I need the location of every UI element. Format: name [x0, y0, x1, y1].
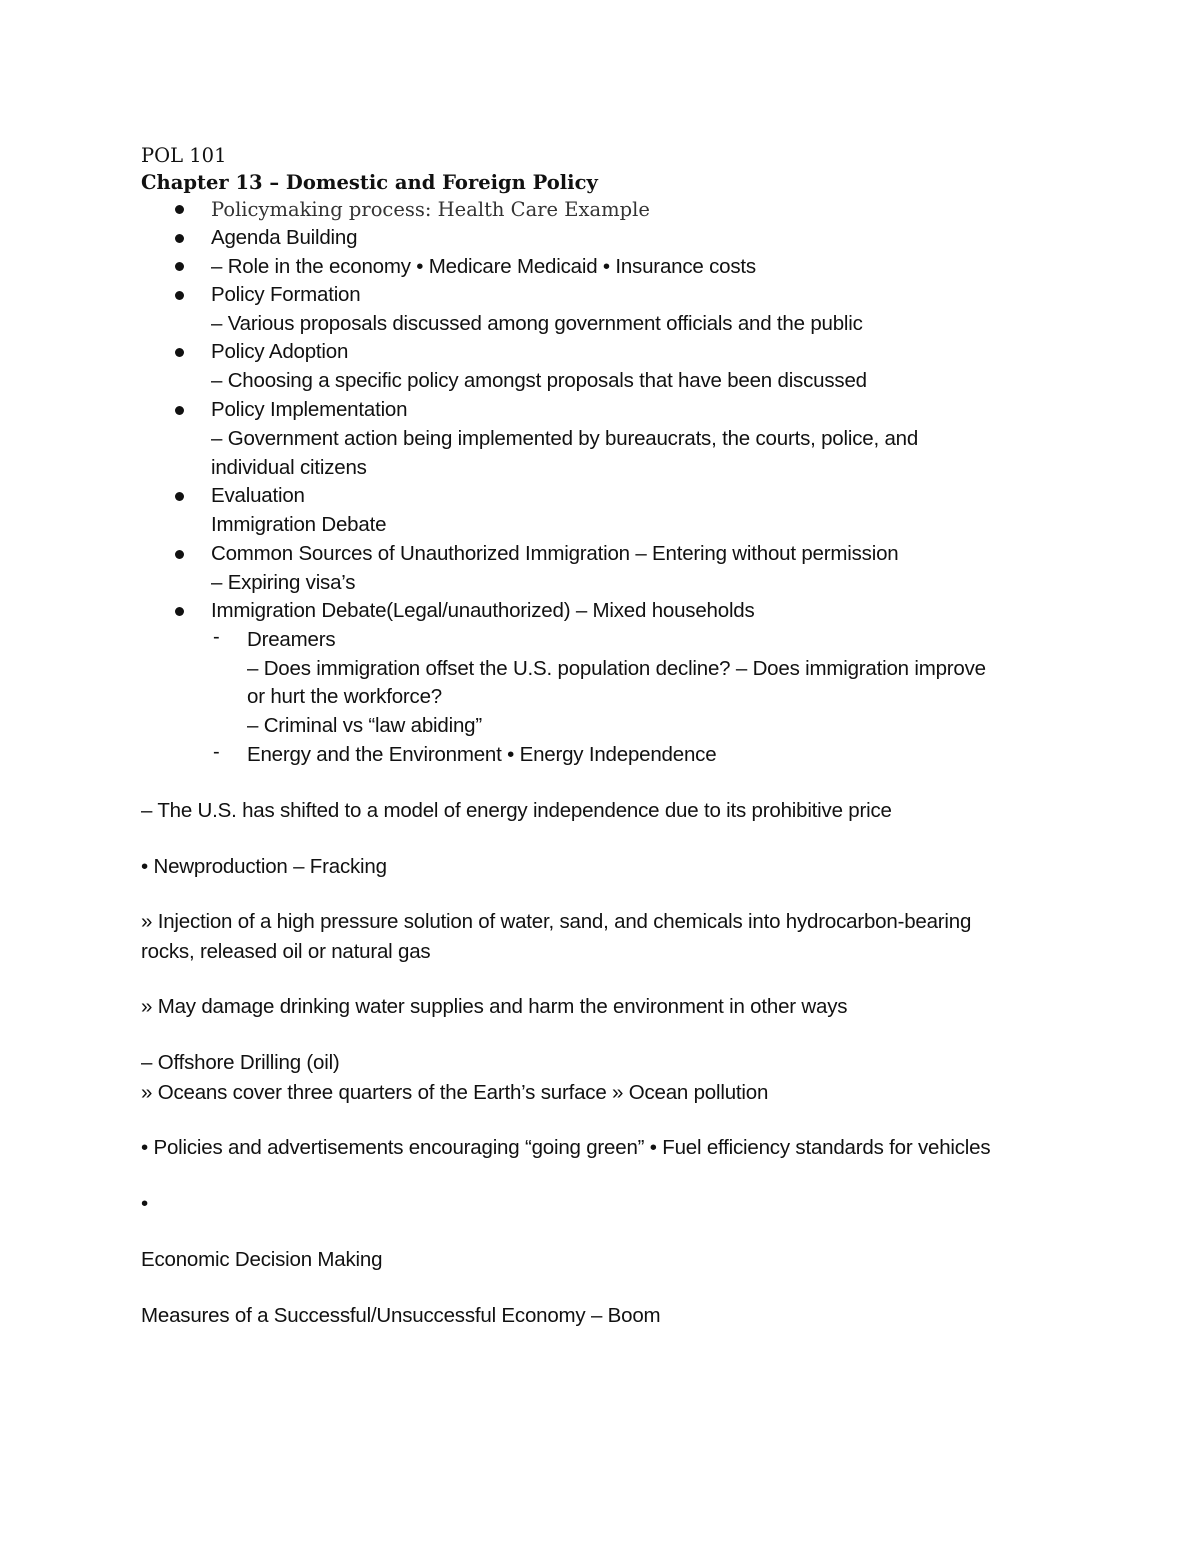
list-item-detail: individual citizens	[211, 456, 367, 479]
dash-marker: -	[213, 626, 220, 648]
bullet-icon	[175, 492, 184, 501]
list-item: Immigration Debate(Legal/unauthorized) – Mixed households	[211, 599, 755, 622]
bullet-icon	[175, 205, 184, 214]
bullet-icon	[175, 234, 184, 243]
list-item-detail: – Choosing a specific policy amongst proposals that have been discussed	[211, 369, 867, 392]
bullet-icon	[175, 550, 184, 559]
list-item: Common Sources of Unauthorized Immigration – Entering without permission	[211, 542, 899, 565]
paragraph: Measures of a Successful/Unsuccessful Economy – Boom	[141, 1304, 661, 1327]
sub-list-item: Energy and the Environment • Energy Independence	[247, 743, 717, 766]
paragraph: • Newproduction – Fracking	[141, 855, 387, 878]
list-item: Policymaking process: Health Care Example	[211, 198, 650, 221]
dash-marker: -	[213, 741, 220, 763]
list-item-detail: – Various proposals discussed among government officials and the public	[211, 312, 863, 335]
list-item-detail: – Government action being implemented by bureaucrats, the courts, police, and	[211, 427, 919, 450]
list-item-detail: Immigration Debate	[211, 513, 387, 536]
paragraph: – Offshore Drilling (oil)	[141, 1051, 340, 1074]
list-item: Evaluation	[211, 484, 305, 507]
bullet-icon	[175, 607, 184, 616]
paragraph: » Oceans cover three quarters of the Earth’s surface » Ocean pollution	[141, 1081, 769, 1104]
bullet-icon	[175, 291, 184, 300]
bullet-icon	[175, 348, 184, 357]
section-heading: Economic Decision Making	[141, 1248, 383, 1271]
bullet-icon	[175, 406, 184, 415]
chapter-heading: Chapter 13 – Domestic and Foreign Policy	[141, 171, 598, 194]
paragraph: » May damage drinking water supplies and harm the environment in other ways	[141, 995, 848, 1018]
paragraph: • Policies and advertisements encouraging “going green” • Fuel efficiency standards for vehicles	[141, 1136, 991, 1159]
sub-list-detail: – Does immigration offset the U.S. population decline? – Does immigration improve	[247, 657, 986, 680]
paragraph: » Injection of a high pressure solution of water, sand, and chemicals into hydrocarbon-bearing	[141, 910, 972, 933]
course-title: POL 101	[141, 144, 227, 167]
list-item: Agenda Building	[211, 226, 358, 249]
list-item: Policy Adoption	[211, 340, 349, 363]
paragraph: rocks, released oil or natural gas	[141, 940, 431, 963]
sub-list-detail: – Criminal vs “law abiding”	[247, 714, 482, 737]
sub-list-detail: or hurt the workforce?	[247, 685, 442, 708]
list-item: – Role in the economy • Medicare Medicaid • Insurance costs	[211, 255, 756, 278]
list-item: Policy Formation	[211, 283, 361, 306]
list-item: Policy Implementation	[211, 398, 408, 421]
paragraph: •	[141, 1192, 148, 1215]
sub-list-item: Dreamers	[247, 628, 336, 651]
list-item-detail: – Expiring visa’s	[211, 571, 356, 594]
bullet-icon	[175, 262, 184, 271]
paragraph: – The U.S. has shifted to a model of energy independence due to its prohibitive price	[141, 799, 892, 822]
